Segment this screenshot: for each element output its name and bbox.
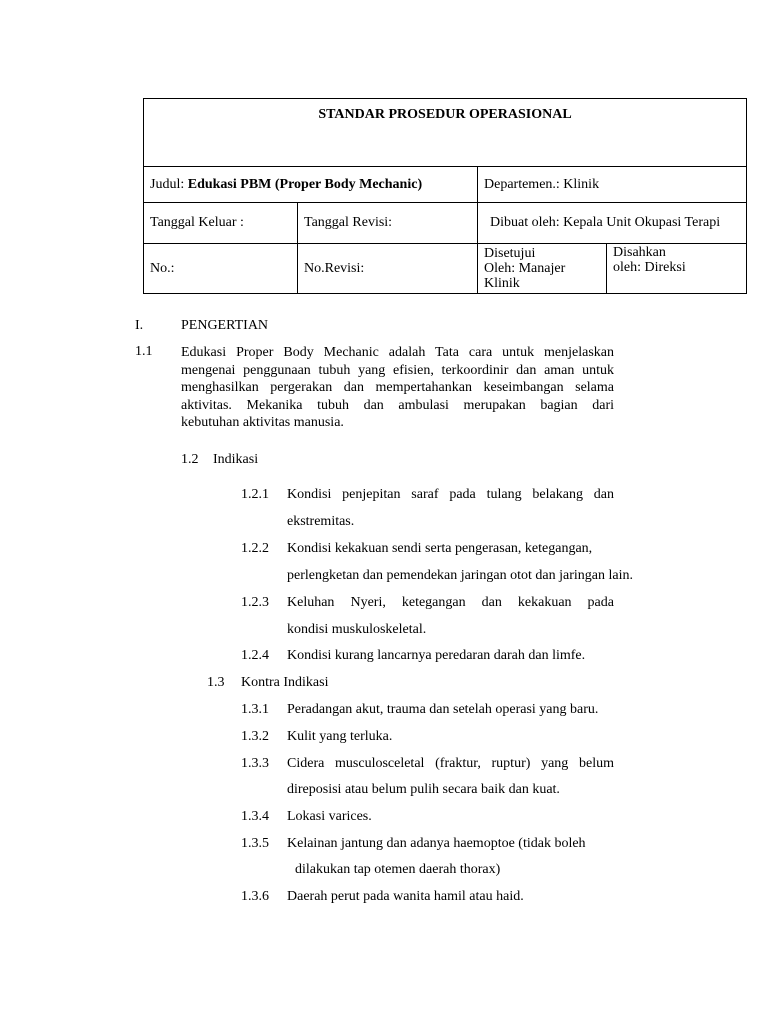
list-item-text: Kondisi kekakuan sendi serta pengerasan, ketegangan,	[287, 541, 593, 556]
disahkan-cell	[607, 244, 747, 294]
disetujui-line: Klinik	[484, 276, 520, 291]
paragraph-line: menghasilkan pergerakan dan mempertahankan keseimbangan selama	[181, 380, 614, 395]
tanggal-keluar-cell: Tanggal Keluar :	[144, 203, 298, 244]
paragraph-line: mengenai penggunaan tubuh yang efisien, terkoordinir dan aman untuk	[181, 362, 614, 378]
list-item-number: 1.3.6	[241, 889, 269, 904]
indikasi-number: 1.2	[181, 452, 199, 467]
paragraph-line: kebutuhan aktivitas manusia.	[181, 415, 344, 430]
disetujui-line: Disetujui	[484, 246, 536, 261]
kontra-title: Kontra Indikasi	[241, 675, 329, 690]
judul-value: Edukasi PBM (Proper Body Mechanic)	[187, 176, 423, 192]
section-title: PENGERTIAN	[181, 318, 269, 333]
no-revisi-cell: No.Revisi:	[298, 244, 478, 294]
list-item-number: 1.2.3	[241, 595, 269, 610]
list-item-text: dilakukan tap otemen daerah thorax)	[295, 862, 501, 877]
list-item-number: 1.2.2	[241, 541, 269, 556]
no-cell: No.:	[144, 244, 298, 294]
list-item-text: perlengketan dan pemendekan jaringan otot dan jaringan lain.	[287, 568, 633, 583]
list-item-number: 1.2.1	[241, 487, 269, 502]
list-item-number: 1.3.5	[241, 836, 269, 851]
list-item-number: 1.2.4	[241, 648, 269, 663]
departemen-cell: Departemen.: Klinik	[478, 167, 747, 203]
paragraph-line: Edukasi Proper Body Mechanic adalah Tata cara untuk menjelaskan	[181, 345, 614, 360]
disahkan-line: oleh: Direksi	[613, 260, 686, 275]
paragraph-line: aktivitas. Mekanika tubuh dan ambulasi merupakan bagian dari	[181, 397, 614, 413]
judul-label: Judul:	[150, 176, 185, 192]
list-item-text: Kulit yang terluka.	[287, 729, 393, 744]
document-title: STANDAR PROSEDUR OPERASIONAL	[144, 99, 747, 167]
disahkan-line: Disahkan	[613, 245, 666, 260]
indikasi-title: Indikasi	[213, 452, 259, 467]
dibuat-oleh-cell: Dibuat oleh: Kepala Unit Okupasi Terapi	[478, 203, 747, 244]
list-item-text: kondisi muskuloskeletal.	[287, 622, 427, 637]
list-item-text: Peradangan akut, trauma dan setelah operasi yang baru.	[287, 702, 599, 717]
list-item-text: Daerah perut pada wanita hamil atau haid.	[287, 889, 524, 904]
list-item-text: Kondisi kurang lancarnya peredaran darah dan limfe.	[287, 648, 586, 663]
list-item-number: 1.3.2	[241, 729, 269, 744]
paragraph-1-1	[181, 344, 614, 432]
sop-header-table	[143, 98, 747, 294]
paragraph-number: 1.1	[135, 344, 153, 359]
list-item-text: Kondisi penjepitan saraf pada tulang belakang dan	[287, 487, 614, 502]
list-item-text: Lokasi varices.	[287, 809, 372, 824]
list-item-text: Kelainan jantung dan adanya haemoptoe (tidak boleh	[287, 836, 586, 851]
list-item-text: Keluhan Nyeri, ketegangan dan kekakuan pada	[287, 595, 614, 610]
list-item-number: 1.3.1	[241, 702, 269, 717]
list-item-number: 1.3.4	[241, 809, 269, 824]
list-item-text: ekstremitas.	[287, 514, 355, 529]
list-item-text: direposisi atau belum pulih secara baik dan kuat.	[287, 782, 560, 797]
judul-cell	[144, 167, 478, 203]
disetujui-line: Oleh: Manajer	[484, 261, 566, 276]
tanggal-revisi-cell: Tanggal Revisi:	[298, 203, 478, 244]
list-item-text: Cidera musculosceletal (fraktur, ruptur) yang belum	[287, 756, 614, 771]
list-item-number: 1.3.3	[241, 756, 269, 771]
section-number: I.	[135, 318, 144, 333]
disetujui-cell	[478, 244, 607, 294]
kontra-number: 1.3	[207, 675, 225, 690]
